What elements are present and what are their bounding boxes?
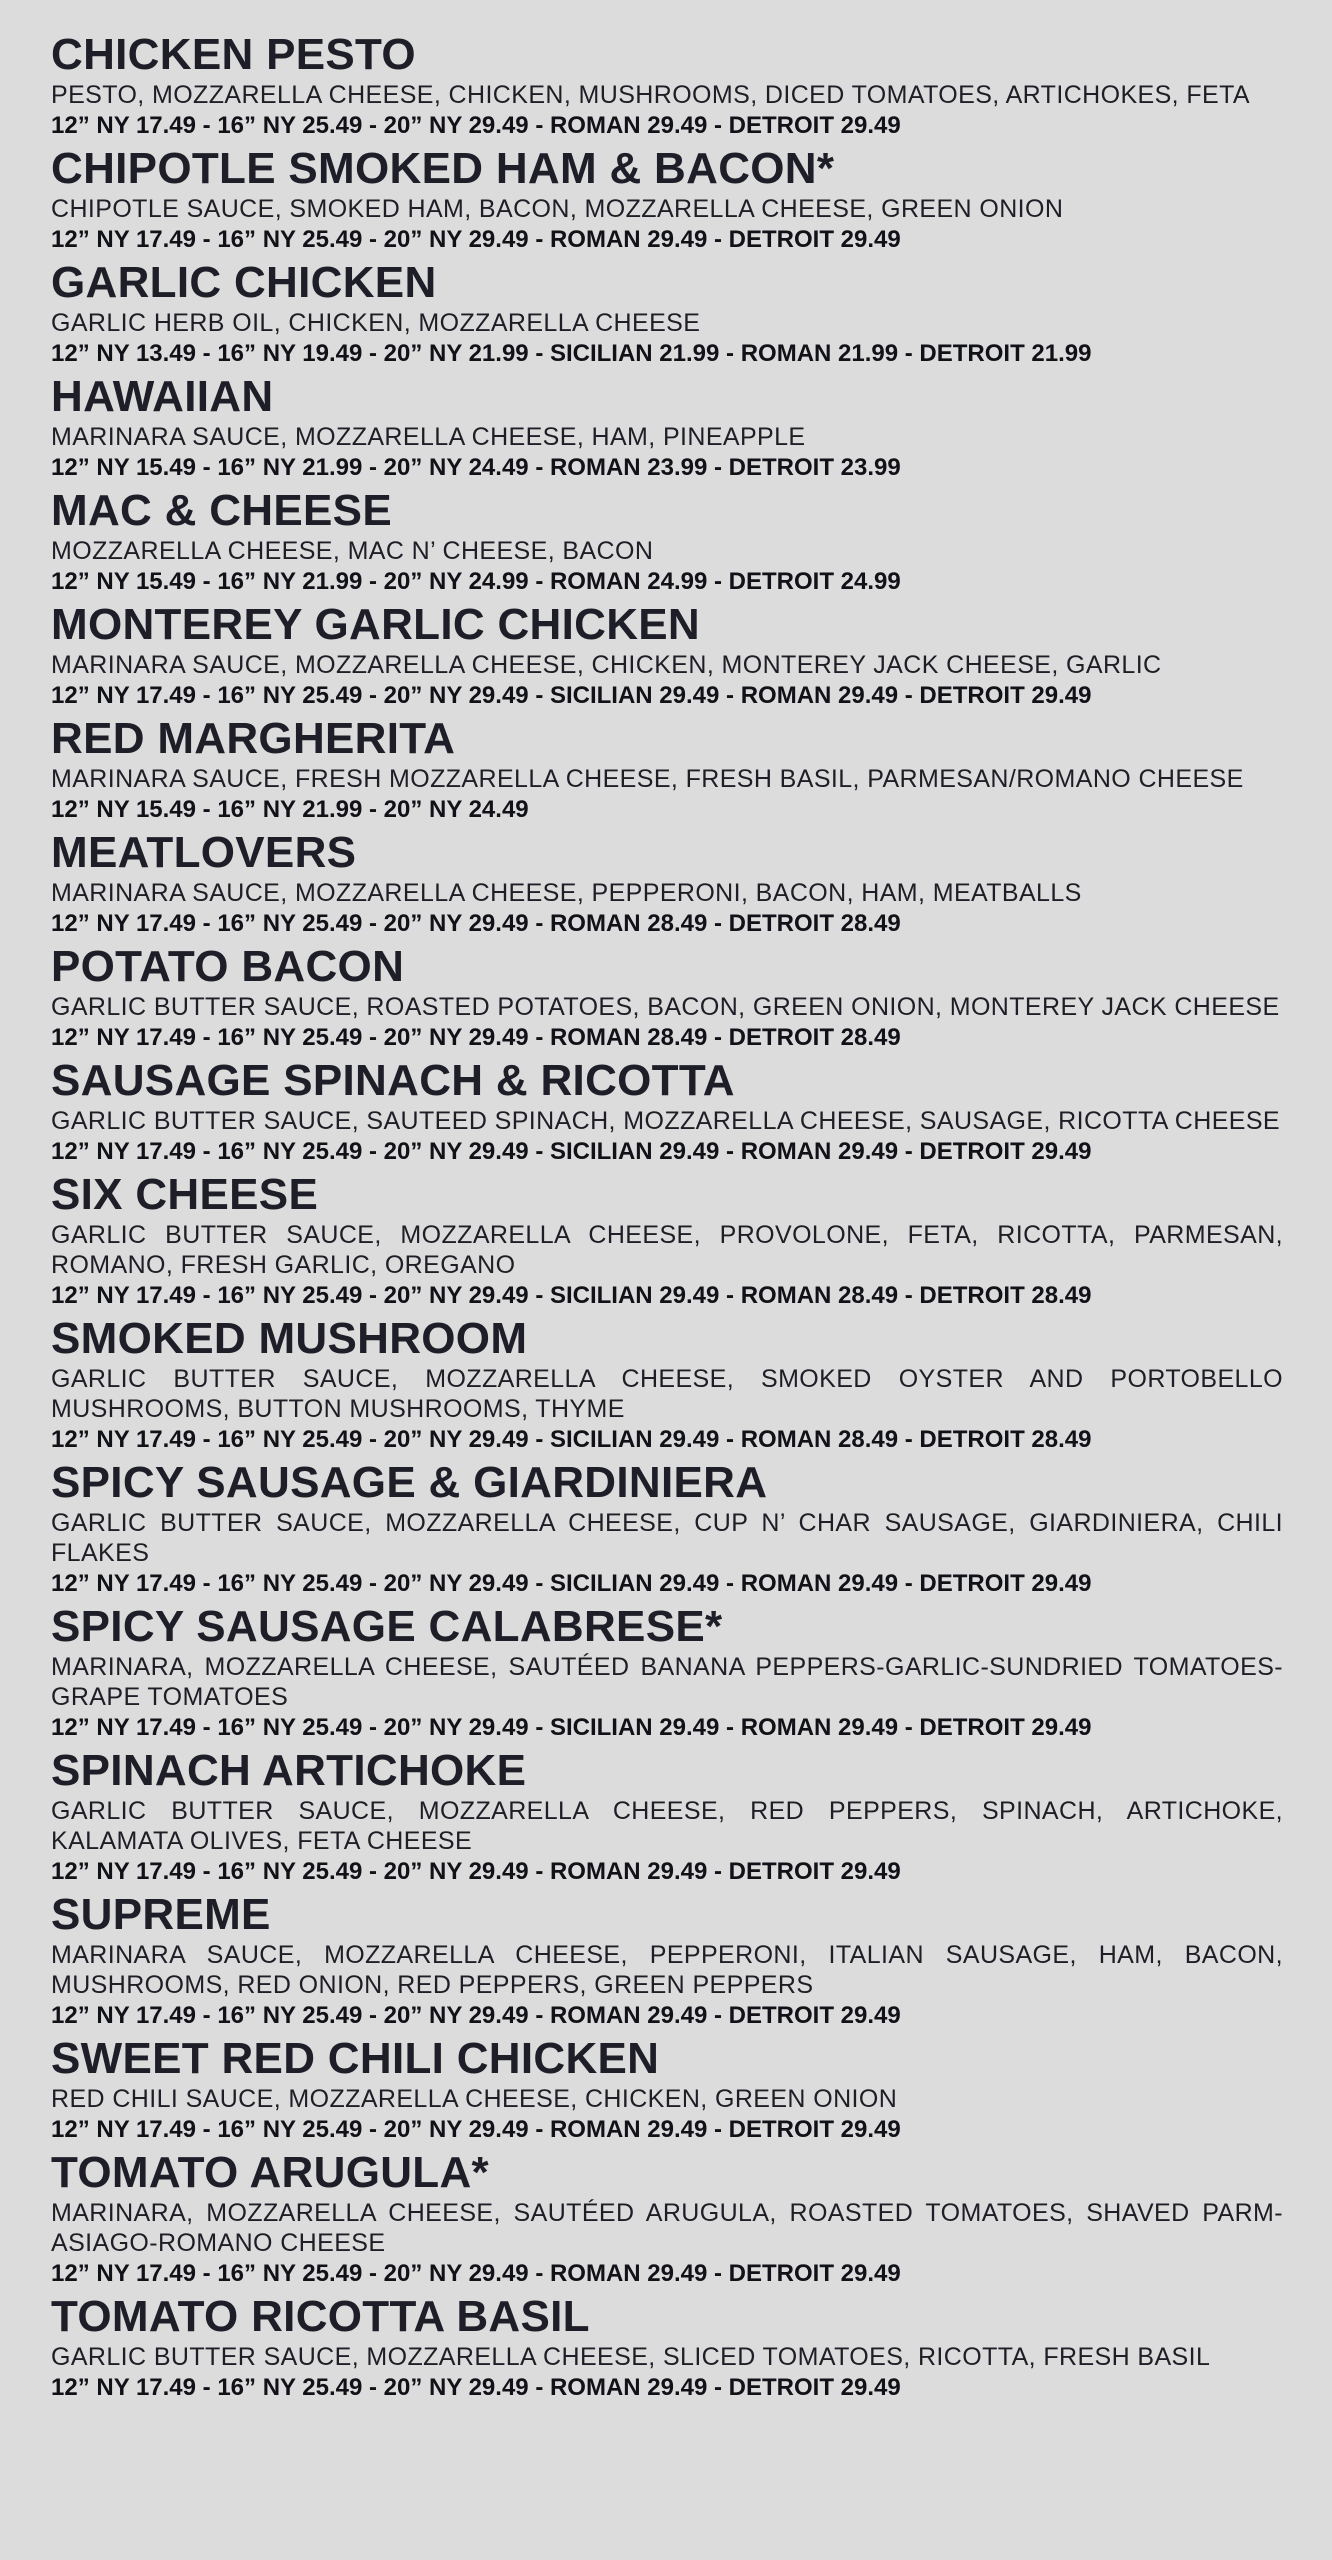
item-name: GARLIC CHICKEN — [51, 258, 437, 307]
item-name: POTATO BACON — [51, 942, 405, 991]
menu-item-chipotle-smoked-ham-bacon — [51, 144, 1283, 256]
item-ingredients: CHIPOTLE SAUCE, SMOKED HAM, BACON, MOZZARELLA CHEESE, GREEN ONION — [51, 195, 1064, 223]
item-name: TOMATO ARUGULA* — [51, 2148, 489, 2197]
menu-item-spinach-artichoke — [51, 1746, 1283, 1888]
item-ingredients: GARLIC BUTTER SAUCE, MOZZARELLA CHEESE, SMOKED OYSTER AND PORTOBELLO MUSHROOMS, BUTTON MUSHROOMS, THYME — [51, 1365, 1283, 1423]
item-name: SPICY SAUSAGE CALABRESE* — [51, 1602, 723, 1651]
item-prices: 12” NY 17.49 - 16” NY 25.49 - 20” NY 29.49 - SICILIAN 29.49 - ROMAN 29.49 - DETROIT 29.49 — [51, 682, 1092, 709]
menu-item-red-margherita — [51, 714, 1283, 826]
item-ingredients: MARINARA SAUCE, MOZZARELLA CHEESE, PEPPERONI, BACON, HAM, MEATBALLS — [51, 879, 1082, 907]
item-prices: 12” NY 17.49 - 16” NY 25.49 - 20” NY 29.49 - ROMAN 29.49 - DETROIT 29.49 — [51, 2116, 901, 2143]
item-name: SWEET RED CHILI CHICKEN — [51, 2034, 660, 2083]
item-prices: 12” NY 17.49 - 16” NY 25.49 - 20” NY 29.49 - ROMAN 29.49 - DETROIT 29.49 — [51, 1858, 901, 1885]
item-prices: 12” NY 17.49 - 16” NY 25.49 - 20” NY 29.49 - ROMAN 29.49 - DETROIT 29.49 — [51, 2374, 901, 2401]
item-name: MEATLOVERS — [51, 828, 357, 877]
item-name: SIX CHEESE — [51, 1170, 319, 1219]
menu-item-sausage-spinach-ricotta — [51, 1056, 1283, 1168]
item-name: SMOKED MUSHROOM — [51, 1314, 528, 1363]
item-prices: 12” NY 13.49 - 16” NY 19.49 - 20” NY 21.99 - SICILIAN 21.99 - ROMAN 21.99 - DETROIT 21.99 — [51, 340, 1092, 367]
item-name: MONTEREY GARLIC CHICKEN — [51, 600, 701, 649]
item-ingredients: GARLIC HERB OIL, CHICKEN, MOZZARELLA CHEESE — [51, 309, 701, 337]
item-prices: 12” NY 17.49 - 16” NY 25.49 - 20” NY 29.49 - ROMAN 29.49 - DETROIT 29.49 — [51, 2260, 901, 2287]
item-ingredients: MARINARA SAUCE, FRESH MOZZARELLA CHEESE, FRESH BASIL, PARMESAN/ROMANO CHEESE — [51, 765, 1244, 793]
item-ingredients: PESTO, MOZZARELLA CHEESE, CHICKEN, MUSHROOMS, DICED TOMATOES, ARTICHOKES, FETA — [51, 81, 1251, 109]
item-ingredients: GARLIC BUTTER SAUCE, ROASTED POTATOES, BACON, GREEN ONION, MONTEREY JACK CHEESE — [51, 993, 1280, 1021]
item-ingredients: MARINARA SAUCE, MOZZARELLA CHEESE, HAM, PINEAPPLE — [51, 423, 806, 451]
menu-item-sweet-red-chili-chicken — [51, 2034, 1283, 2146]
item-prices: 12” NY 17.49 - 16” NY 25.49 - 20” NY 29.49 - ROMAN 28.49 - DETROIT 28.49 — [51, 910, 901, 937]
item-prices: 12” NY 17.49 - 16” NY 25.49 - 20” NY 29.49 - SICILIAN 29.49 - ROMAN 29.49 - DETROIT 29.49 — [51, 1570, 1092, 1597]
menu-item-mac-cheese — [51, 486, 1283, 598]
item-prices: 12” NY 17.49 - 16” NY 25.49 - 20” NY 29.49 - ROMAN 28.49 - DETROIT 28.49 — [51, 1024, 901, 1051]
item-prices: 12” NY 15.49 - 16” NY 21.99 - 20” NY 24.49 - ROMAN 23.99 - DETROIT 23.99 — [51, 454, 901, 481]
menu-item-six-cheese — [51, 1170, 1283, 1312]
item-name: RED MARGHERITA — [51, 714, 456, 763]
item-prices: 12” NY 15.49 - 16” NY 21.99 - 20” NY 24.99 - ROMAN 24.99 - DETROIT 24.99 — [51, 568, 901, 595]
menu-item-tomato-ricotta-basil — [51, 2292, 1283, 2404]
item-ingredients: GARLIC BUTTER SAUCE, MOZZARELLA CHEESE, PROVOLONE, FETA, RICOTTA, PARMESAN, ROMANO, FRESH GARLIC, OREGANO — [51, 1221, 1283, 1279]
item-ingredients: MARINARA, MOZZARELLA CHEESE, SAUTÉED BANANA PEPPERS-GARLIC-SUNDRIED TOMATOES-GRAPE TOMATOES — [51, 1653, 1283, 1711]
menu-item-supreme — [51, 1890, 1283, 2032]
item-name: SPICY SAUSAGE & GIARDINIERA — [51, 1458, 768, 1507]
item-ingredients: MOZZARELLA CHEESE, MAC N’ CHEESE, BACON — [51, 537, 654, 565]
item-name: MAC & CHEESE — [51, 486, 392, 535]
item-prices: 12” NY 17.49 - 16” NY 25.49 - 20” NY 29.49 - SICILIAN 29.49 - ROMAN 29.49 - DETROIT 29.49 — [51, 1714, 1092, 1741]
item-prices: 12” NY 17.49 - 16” NY 25.49 - 20” NY 29.49 - SICILIAN 29.49 - ROMAN 29.49 - DETROIT 29.49 — [51, 1138, 1092, 1165]
menu-item-meatlovers — [51, 828, 1283, 940]
menu-item-potato-bacon — [51, 942, 1283, 1054]
item-ingredients: RED CHILI SAUCE, MOZZARELLA CHEESE, CHICKEN, GREEN ONION — [51, 2085, 898, 2113]
item-ingredients: GARLIC BUTTER SAUCE, MOZZARELLA CHEESE, RED PEPPERS, SPINACH, ARTICHOKE, KALAMATA OLIVES, FETA CHEESE — [51, 1797, 1283, 1855]
menu-item-spicy-sausage-calabrese — [51, 1602, 1283, 1744]
item-prices: 12” NY 15.49 - 16” NY 21.99 - 20” NY 24.49 — [51, 796, 529, 823]
item-ingredients: MARINARA SAUCE, MOZZARELLA CHEESE, PEPPERONI, ITALIAN SAUSAGE, HAM, BACON, MUSHROOMS, RED ONION, RED PEPPERS, GREEN PEPPERS — [51, 1941, 1283, 1999]
item-prices: 12” NY 17.49 - 16” NY 25.49 - 20” NY 29.49 - SICILIAN 29.49 - ROMAN 28.49 - DETROIT 28.49 — [51, 1282, 1092, 1309]
item-name: TOMATO RICOTTA BASIL — [51, 2292, 590, 2341]
pizza-menu-list — [51, 30, 1283, 2406]
menu-item-monterey-garlic-chicken — [51, 600, 1283, 712]
item-prices: 12” NY 17.49 - 16” NY 25.49 - 20” NY 29.49 - ROMAN 29.49 - DETROIT 29.49 — [51, 226, 901, 253]
item-prices: 12” NY 17.49 - 16” NY 25.49 - 20” NY 29.49 - SICILIAN 29.49 - ROMAN 28.49 - DETROIT 28.49 — [51, 1426, 1092, 1453]
item-prices: 12” NY 17.49 - 16” NY 25.49 - 20” NY 29.49 - ROMAN 29.49 - DETROIT 29.49 — [51, 2002, 901, 2029]
item-name: SPINACH ARTICHOKE — [51, 1746, 527, 1795]
menu-item-tomato-arugula — [51, 2148, 1283, 2290]
item-ingredients: GARLIC BUTTER SAUCE, MOZZARELLA CHEESE, SLICED TOMATOES, RICOTTA, FRESH BASIL — [51, 2343, 1211, 2371]
item-name: HAWAIIAN — [51, 372, 274, 421]
item-ingredients: GARLIC BUTTER SAUCE, SAUTEED SPINACH, MOZZARELLA CHEESE, SAUSAGE, RICOTTA CHEESE — [51, 1107, 1281, 1135]
menu-item-garlic-chicken — [51, 258, 1283, 370]
menu-item-spicy-sausage-giardiniera — [51, 1458, 1283, 1600]
menu-item-hawaiian — [51, 372, 1283, 484]
item-ingredients: MARINARA SAUCE, MOZZARELLA CHEESE, CHICKEN, MONTEREY JACK CHEESE, GARLIC — [51, 651, 1162, 679]
item-name: SAUSAGE SPINACH & RICOTTA — [51, 1056, 735, 1105]
item-prices: 12” NY 17.49 - 16” NY 25.49 - 20” NY 29.49 - ROMAN 29.49 - DETROIT 29.49 — [51, 112, 901, 139]
menu-item-smoked-mushroom — [51, 1314, 1283, 1456]
item-name: CHIPOTLE SMOKED HAM & BACON* — [51, 144, 835, 193]
item-name: SUPREME — [51, 1890, 271, 1939]
item-ingredients: GARLIC BUTTER SAUCE, MOZZARELLA CHEESE, CUP N’ CHAR SAUSAGE, GIARDINIERA, CHILI FLAKES — [51, 1509, 1283, 1567]
menu-item-chicken-pesto — [51, 30, 1283, 142]
item-ingredients: MARINARA, MOZZARELLA CHEESE, SAUTÉED ARUGULA, ROASTED TOMATOES, SHAVED PARM-ASIAGO-ROMANO CHEESE — [51, 2199, 1283, 2257]
item-name: CHICKEN PESTO — [51, 30, 416, 79]
